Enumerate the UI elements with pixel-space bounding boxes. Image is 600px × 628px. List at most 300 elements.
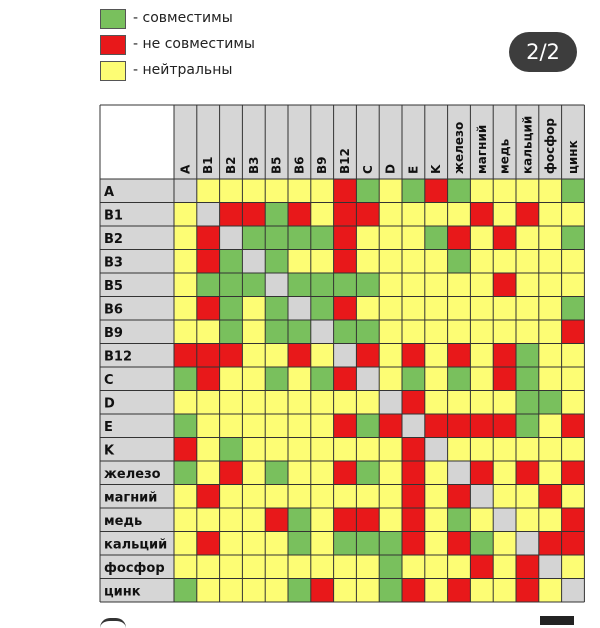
matrix-cell — [174, 508, 197, 532]
matrix-cell — [493, 485, 516, 509]
matrix-cell — [265, 250, 288, 274]
matrix-cell — [562, 367, 585, 391]
matrix-cell — [402, 414, 425, 438]
column-label: K — [429, 164, 444, 174]
matrix-cell — [356, 555, 379, 579]
matrix-cell — [470, 226, 493, 250]
matrix-cell — [425, 438, 448, 462]
matrix-cell — [288, 485, 311, 509]
matrix-cell — [242, 320, 265, 344]
matrix-cell — [288, 508, 311, 532]
matrix-cell — [288, 250, 311, 274]
matrix-cell — [197, 297, 220, 321]
matrix-cell — [174, 461, 197, 485]
matrix-cell — [379, 485, 402, 509]
matrix-cell — [516, 250, 539, 274]
matrix-cell — [425, 579, 448, 603]
matrix-cell — [220, 438, 243, 462]
matrix-cell — [174, 438, 197, 462]
matrix-cell — [356, 414, 379, 438]
matrix-cell — [379, 438, 402, 462]
matrix-cell — [334, 320, 357, 344]
matrix-cell — [265, 414, 288, 438]
matrix-cell — [334, 203, 357, 227]
matrix-cell — [242, 179, 265, 203]
matrix-cell — [174, 579, 197, 603]
matrix-cell — [470, 579, 493, 603]
matrix-cell — [402, 532, 425, 556]
matrix-cell — [265, 179, 288, 203]
matrix-cell — [334, 461, 357, 485]
matrix-cell — [470, 461, 493, 485]
matrix-cell — [425, 485, 448, 509]
matrix-cell — [356, 508, 379, 532]
matrix-cell — [516, 438, 539, 462]
row-label: A — [104, 184, 115, 200]
matrix-cell — [334, 344, 357, 368]
matrix-cell — [493, 273, 516, 297]
matrix-cell — [174, 203, 197, 227]
matrix-cell — [356, 226, 379, 250]
matrix-cell — [334, 179, 357, 203]
matrix-cell — [174, 226, 197, 250]
matrix-cell — [220, 485, 243, 509]
matrix-cell — [539, 367, 562, 391]
matrix-cell — [516, 344, 539, 368]
matrix-cell — [265, 438, 288, 462]
matrix-cell — [448, 273, 471, 297]
matrix-cell — [242, 508, 265, 532]
matrix-cell — [402, 344, 425, 368]
matrix-cell — [197, 579, 220, 603]
matrix-cell — [174, 297, 197, 321]
matrix-cell — [334, 555, 357, 579]
matrix-cell — [425, 508, 448, 532]
matrix-cell — [265, 226, 288, 250]
matrix-cell — [425, 320, 448, 344]
matrix-cell — [311, 508, 334, 532]
matrix-cell — [470, 532, 493, 556]
column-label: D — [383, 164, 398, 174]
matrix-cell — [516, 579, 539, 603]
matrix-cell — [539, 179, 562, 203]
column-label: B2 — [224, 156, 238, 174]
matrix-cell — [220, 532, 243, 556]
matrix-cell — [379, 226, 402, 250]
matrix-cell — [197, 414, 220, 438]
row-label: D — [104, 396, 115, 412]
matrix-cell — [470, 297, 493, 321]
matrix-cell — [425, 555, 448, 579]
matrix-cell — [197, 391, 220, 415]
matrix-cell — [311, 391, 334, 415]
matrix-cell — [539, 485, 562, 509]
row-label: B2 — [104, 231, 123, 247]
row-label: B1 — [104, 208, 123, 224]
matrix-cell — [220, 273, 243, 297]
matrix-cell — [516, 532, 539, 556]
matrix-cell — [562, 273, 585, 297]
column-label: B5 — [269, 156, 284, 174]
matrix-cell — [448, 344, 471, 368]
matrix-cell — [265, 320, 288, 344]
legend-label: - нейтральны — [133, 62, 233, 78]
matrix-cell — [425, 391, 448, 415]
matrix-cell — [493, 179, 516, 203]
matrix-cell — [197, 179, 220, 203]
column-label: A — [178, 164, 193, 174]
matrix-cell — [493, 414, 516, 438]
matrix-cell — [402, 485, 425, 509]
matrix-cell — [402, 461, 425, 485]
matrix-cell — [562, 320, 585, 344]
cropped-button-fragment — [540, 616, 574, 625]
column-label: медь — [497, 138, 512, 174]
matrix-cell — [334, 273, 357, 297]
matrix-cell — [402, 367, 425, 391]
matrix-cell — [425, 414, 448, 438]
matrix-cell — [220, 555, 243, 579]
matrix-cell — [197, 438, 220, 462]
matrix-cell — [493, 579, 516, 603]
matrix-cell — [379, 320, 402, 344]
matrix-cell — [516, 508, 539, 532]
column-label: C — [360, 165, 375, 174]
matrix-cell — [562, 438, 585, 462]
matrix-cell — [265, 508, 288, 532]
matrix-cell — [493, 203, 516, 227]
matrix-cell — [562, 226, 585, 250]
matrix-cell — [220, 391, 243, 415]
matrix-cell — [448, 438, 471, 462]
matrix-cell — [448, 226, 471, 250]
matrix-cell — [516, 391, 539, 415]
matrix-cell — [174, 179, 197, 203]
matrix-cell — [425, 344, 448, 368]
matrix-cell — [220, 179, 243, 203]
matrix-cell — [288, 391, 311, 415]
matrix-cell — [288, 179, 311, 203]
matrix-cell — [220, 461, 243, 485]
matrix-cell — [334, 297, 357, 321]
cropped-icon-fragment — [100, 618, 126, 628]
matrix-cell — [311, 555, 334, 579]
matrix-cell — [402, 391, 425, 415]
matrix-cell — [448, 297, 471, 321]
matrix-cell — [288, 320, 311, 344]
matrix-cell — [516, 555, 539, 579]
matrix-cell — [311, 485, 334, 509]
matrix-cell — [197, 485, 220, 509]
matrix-cell — [402, 179, 425, 203]
column-label: B1 — [201, 156, 216, 174]
matrix-cell — [448, 179, 471, 203]
matrix-cell — [539, 226, 562, 250]
matrix-cell — [311, 273, 334, 297]
matrix-cell — [470, 508, 493, 532]
matrix-cell — [493, 320, 516, 344]
matrix-cell — [220, 203, 243, 227]
column-label: железо — [452, 121, 466, 174]
matrix-cell — [539, 414, 562, 438]
matrix-cell — [402, 438, 425, 462]
row-label: B3 — [104, 255, 123, 271]
matrix-cell — [379, 297, 402, 321]
matrix-cell — [539, 250, 562, 274]
matrix-cell — [493, 344, 516, 368]
matrix-cell — [265, 391, 288, 415]
matrix-cell — [174, 555, 197, 579]
matrix-cell — [425, 226, 448, 250]
matrix-cell — [334, 391, 357, 415]
matrix-cell — [562, 391, 585, 415]
page-counter[interactable]: 2/2 — [509, 32, 577, 72]
matrix-cell — [220, 297, 243, 321]
matrix-cell — [242, 273, 265, 297]
matrix-cell — [402, 320, 425, 344]
matrix-cell — [197, 532, 220, 556]
matrix-cell — [539, 532, 562, 556]
matrix-cell — [516, 179, 539, 203]
matrix-cell — [448, 414, 471, 438]
matrix-cell — [356, 203, 379, 227]
matrix-cell — [197, 320, 220, 344]
matrix-cell — [562, 508, 585, 532]
matrix-cell — [379, 391, 402, 415]
matrix-cell — [379, 273, 402, 297]
matrix-cell — [288, 461, 311, 485]
matrix-cell — [356, 532, 379, 556]
matrix-cell — [470, 179, 493, 203]
matrix-cell — [539, 344, 562, 368]
matrix-cell — [539, 461, 562, 485]
matrix-cell — [311, 579, 334, 603]
matrix-cell — [470, 485, 493, 509]
matrix-cell — [265, 344, 288, 368]
matrix-cell — [470, 414, 493, 438]
matrix-cell — [288, 438, 311, 462]
matrix-cell — [562, 344, 585, 368]
matrix-cell — [562, 579, 585, 603]
matrix-cell — [220, 320, 243, 344]
matrix-cell — [493, 461, 516, 485]
matrix-cell — [242, 203, 265, 227]
row-label: кальций — [104, 537, 168, 553]
matrix-cell — [470, 320, 493, 344]
matrix-cell — [197, 273, 220, 297]
matrix-cell — [242, 438, 265, 462]
matrix-cell — [220, 367, 243, 391]
matrix-cell — [470, 438, 493, 462]
matrix-cell — [242, 297, 265, 321]
matrix-cell — [288, 273, 311, 297]
matrix-cell — [448, 461, 471, 485]
matrix-cell — [220, 508, 243, 532]
matrix-cell — [402, 508, 425, 532]
matrix-cell — [379, 179, 402, 203]
legend-label: - не совместимы — [133, 36, 255, 52]
matrix-cell — [265, 273, 288, 297]
matrix-cell — [334, 414, 357, 438]
matrix-cell — [174, 273, 197, 297]
matrix-cell — [197, 555, 220, 579]
matrix-cell — [516, 226, 539, 250]
matrix-cell — [220, 250, 243, 274]
matrix-cell — [356, 579, 379, 603]
matrix-cell — [493, 226, 516, 250]
matrix-cell — [174, 414, 197, 438]
matrix-cell — [311, 297, 334, 321]
matrix-cell — [379, 203, 402, 227]
matrix-cell — [288, 367, 311, 391]
matrix-cell — [470, 391, 493, 415]
matrix-cell — [334, 250, 357, 274]
row-label: фосфор — [104, 560, 165, 576]
matrix-cell — [334, 367, 357, 391]
matrix-cell — [493, 532, 516, 556]
matrix-cell — [379, 414, 402, 438]
matrix-cell — [448, 203, 471, 227]
matrix-cell — [174, 344, 197, 368]
matrix-cell — [356, 320, 379, 344]
matrix-cell — [425, 461, 448, 485]
matrix-cell — [311, 250, 334, 274]
matrix-cell — [379, 367, 402, 391]
matrix-cell — [288, 226, 311, 250]
column-label: фосфор — [543, 117, 558, 174]
matrix-cell — [470, 555, 493, 579]
matrix-cell — [311, 414, 334, 438]
matrix-cell — [242, 344, 265, 368]
matrix-cell — [516, 485, 539, 509]
matrix-cell — [311, 438, 334, 462]
matrix-cell — [174, 532, 197, 556]
matrix-cell — [516, 414, 539, 438]
row-label: железо — [104, 466, 161, 482]
matrix-cell — [493, 250, 516, 274]
matrix-cell — [448, 555, 471, 579]
matrix-cell — [562, 297, 585, 321]
matrix-cell — [448, 391, 471, 415]
matrix-cell — [242, 391, 265, 415]
matrix-cell — [242, 414, 265, 438]
matrix-cell — [288, 555, 311, 579]
row-label: B5 — [104, 278, 123, 294]
matrix-cell — [493, 367, 516, 391]
matrix-cell — [197, 461, 220, 485]
matrix-cell — [425, 532, 448, 556]
matrix-cell — [539, 579, 562, 603]
matrix-cell — [334, 485, 357, 509]
matrix-cell — [516, 367, 539, 391]
matrix-cell — [448, 367, 471, 391]
matrix-cell — [197, 508, 220, 532]
matrix-cell — [379, 508, 402, 532]
matrix-cell — [448, 320, 471, 344]
column-label: магний — [474, 124, 489, 174]
matrix-cell — [220, 344, 243, 368]
matrix-cell — [242, 250, 265, 274]
matrix-cell — [516, 297, 539, 321]
matrix-cell — [448, 532, 471, 556]
matrix-cell — [470, 273, 493, 297]
matrix-cell — [379, 555, 402, 579]
matrix-cell — [379, 532, 402, 556]
matrix-cell — [356, 273, 379, 297]
matrix-cell — [425, 367, 448, 391]
matrix-cell — [311, 203, 334, 227]
matrix-cell — [334, 508, 357, 532]
matrix-cell — [539, 391, 562, 415]
matrix-cell — [402, 297, 425, 321]
matrix-cell — [242, 226, 265, 250]
matrix-cell — [197, 250, 220, 274]
matrix-cell — [265, 579, 288, 603]
matrix-cell — [356, 297, 379, 321]
matrix-cell — [402, 273, 425, 297]
matrix-cell — [539, 203, 562, 227]
matrix-cell — [402, 226, 425, 250]
matrix-cell — [425, 297, 448, 321]
matrix-cell — [311, 179, 334, 203]
matrix-cell — [356, 367, 379, 391]
row-label: C — [104, 372, 114, 388]
matrix-cell — [493, 508, 516, 532]
matrix-cell — [493, 391, 516, 415]
row-label: K — [104, 443, 115, 459]
matrix-cell — [334, 438, 357, 462]
matrix-cell — [539, 555, 562, 579]
legend-label: - совместимы — [133, 10, 233, 26]
matrix-cell — [242, 461, 265, 485]
matrix-cell — [174, 250, 197, 274]
matrix-cell — [311, 367, 334, 391]
matrix-cell — [516, 273, 539, 297]
matrix-cell — [356, 485, 379, 509]
matrix-cell — [265, 555, 288, 579]
row-label: магний — [104, 490, 158, 506]
matrix-cell — [174, 485, 197, 509]
matrix-cell — [197, 367, 220, 391]
matrix-cell — [242, 579, 265, 603]
matrix-cell — [470, 344, 493, 368]
matrix-cell — [174, 320, 197, 344]
matrix-cell — [425, 250, 448, 274]
matrix-cell — [562, 250, 585, 274]
matrix-cell — [402, 555, 425, 579]
column-label: E — [406, 165, 421, 174]
matrix-cell — [174, 391, 197, 415]
matrix-cell — [562, 555, 585, 579]
matrix-cell — [448, 485, 471, 509]
matrix-cell — [197, 203, 220, 227]
matrix-cell — [562, 179, 585, 203]
matrix-cell — [562, 532, 585, 556]
matrix-cell — [470, 250, 493, 274]
matrix-cell — [311, 226, 334, 250]
matrix-cell — [356, 344, 379, 368]
matrix-cell — [516, 320, 539, 344]
matrix-cell — [265, 485, 288, 509]
matrix-cell — [356, 438, 379, 462]
matrix-cell — [311, 532, 334, 556]
column-label: B9 — [315, 156, 330, 174]
row-label: цинк — [104, 584, 141, 600]
matrix-cell — [539, 438, 562, 462]
column-label: кальций — [520, 115, 535, 174]
matrix-cell — [448, 508, 471, 532]
matrix-cell — [493, 438, 516, 462]
